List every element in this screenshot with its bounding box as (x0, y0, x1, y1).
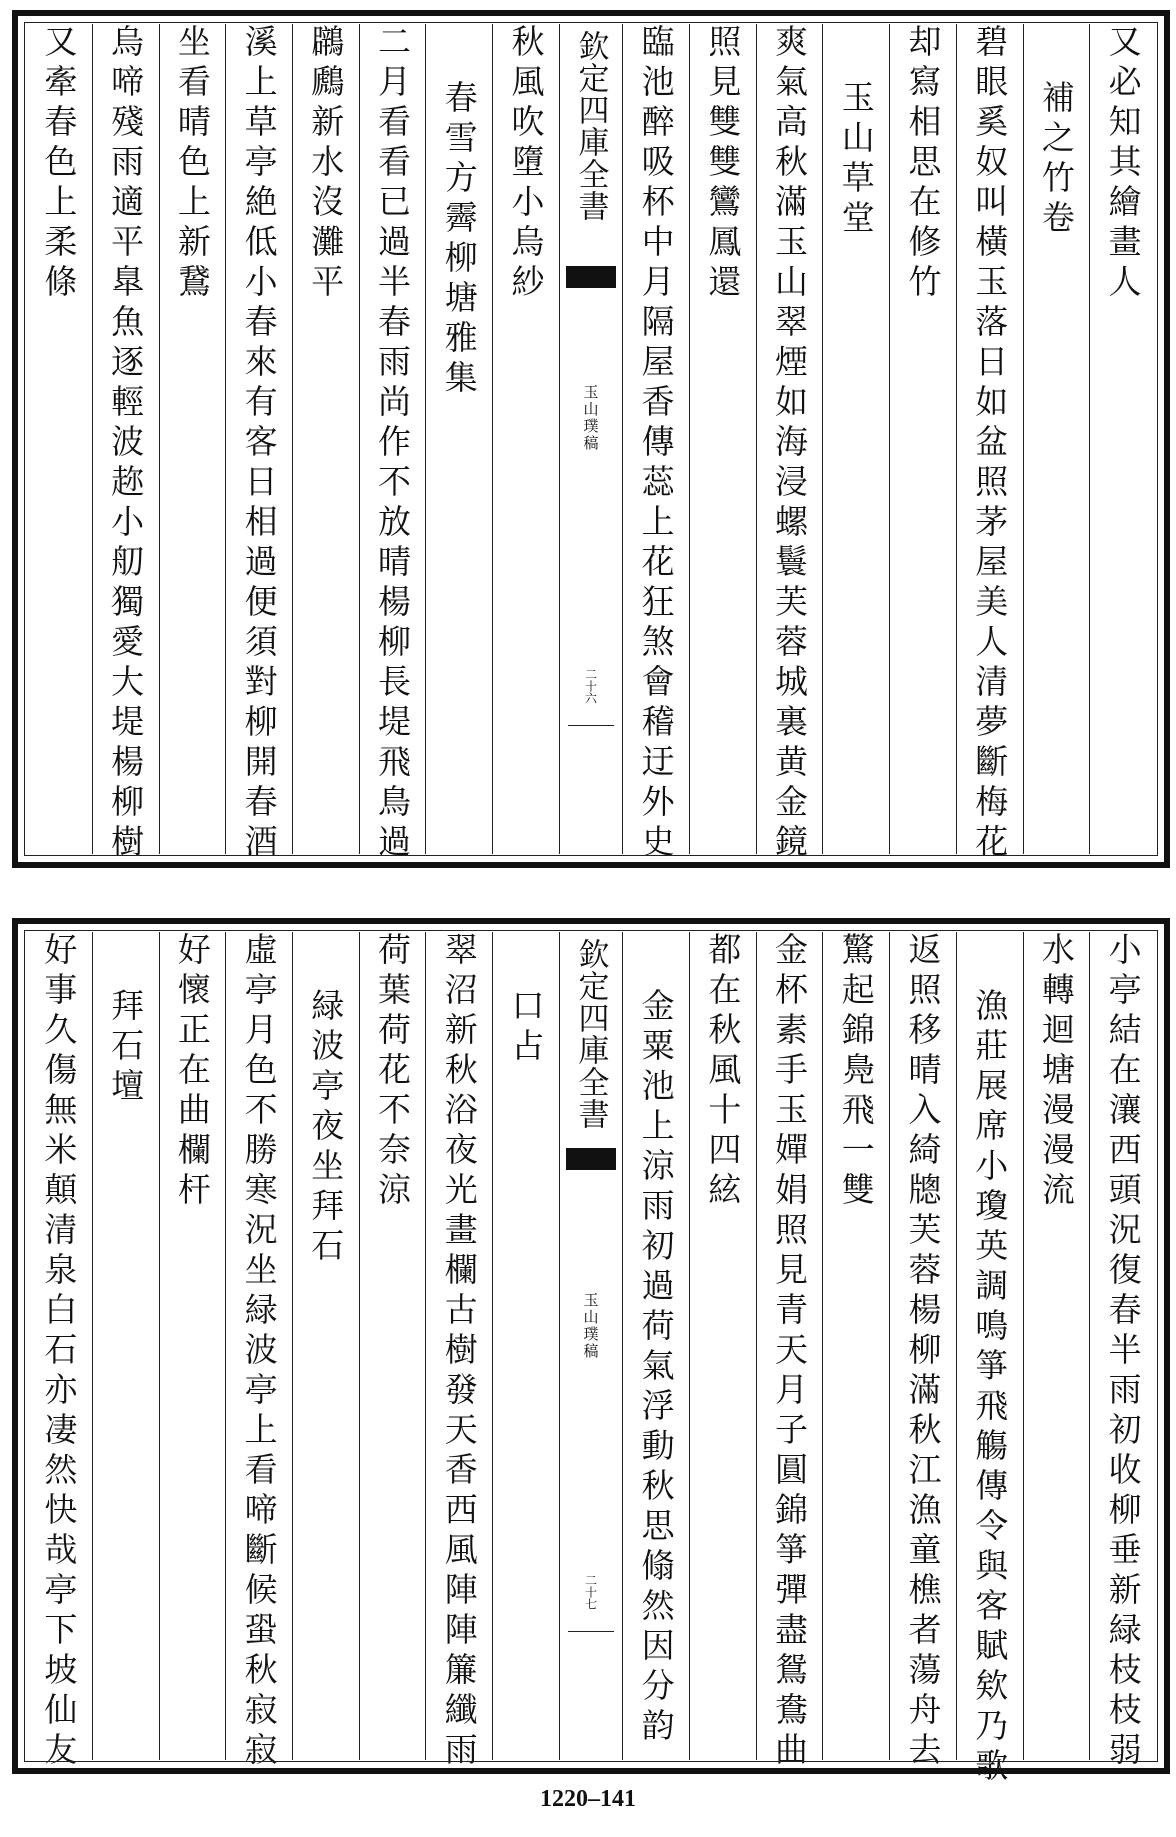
text-column (1023, 24, 1090, 854)
volume-title-text: 玉山璞稿 (581, 1292, 600, 1360)
volume-title (560, 384, 622, 452)
column-text: 返照移晴入綺牕芙蓉楊柳滿秋江漁童樵者蕩舟去 (903, 932, 943, 1772)
column-text: 荷葉荷花不奈涼 (373, 932, 413, 1212)
column-text: 漁莊展席小瓊英調鳴箏飛觴傳令與客賦欸乃歌 (970, 988, 1010, 1788)
column-text: 臨池醉吸杯中月隔屋香傳蕊上花狂煞會稽迂外史 (636, 24, 676, 864)
book-title (560, 938, 622, 1130)
leaf-number (560, 668, 622, 704)
column-text: 碧眼奚奴叫橫玉落日如盆照茅屋美人清夢斷梅花 (970, 24, 1010, 864)
text-column (956, 24, 1023, 864)
text-column (622, 932, 689, 1760)
text-column (425, 24, 492, 854)
column-text: 金杯素手玉嬋娟照見青天月子圓錦箏彈盡鴛鴦曲 (770, 932, 810, 1772)
text-column (1089, 932, 1156, 1772)
text-column (1089, 24, 1156, 854)
column-text: 照見雙雙鸞鳳還 (703, 24, 743, 304)
column-text: 驚起錦鳧飛一雙 (836, 932, 876, 1212)
fish-tail-mark (566, 266, 616, 288)
book-title-text: 欽定四庫全書 (572, 938, 609, 1130)
column-text: 玉山草堂 (836, 80, 876, 240)
column-text: 緑波亭夜坐拜石 (306, 988, 346, 1268)
text-column (1023, 932, 1090, 1760)
book-title (560, 30, 622, 222)
center-fold-column (559, 24, 622, 854)
text-column (689, 24, 756, 854)
text-column (822, 932, 889, 1760)
column-text: 補之竹卷 (1036, 80, 1076, 240)
top-page-columns (26, 24, 1156, 864)
text-column (159, 24, 226, 854)
column-text: 翠沼新秋浴夜光畫欄古樹發天香西風陣陣簾纖雨 (439, 932, 479, 1772)
center-fold-column (559, 932, 622, 1760)
fish-tail-mark (566, 1148, 616, 1170)
text-column (822, 24, 889, 854)
text-column (756, 932, 823, 1772)
text-column (225, 932, 292, 1772)
text-column (92, 24, 159, 864)
column-text: 水轉迴塘漫漫流 (1036, 932, 1076, 1212)
book-title-text: 欽定四庫全書 (572, 30, 609, 222)
column-text: 又牽春色上柔條 (39, 24, 79, 304)
column-text: 坐看晴色上新鵞 (172, 24, 212, 304)
column-text: 春雪方霽柳塘雅集 (439, 80, 479, 400)
text-column (889, 24, 956, 854)
text-column (225, 24, 292, 864)
column-text: 小亭結在瀼西頭況復春半雨初收柳垂新緑枝枝弱 (1103, 932, 1143, 1772)
text-column (425, 932, 492, 1772)
column-text: 爽氣高秋滿玉山翠煙如海浸螺鬟芙蓉城裏黄金鏡 (770, 24, 810, 864)
column-text: 好懷正在曲欄杆 (172, 932, 212, 1212)
column-text: 烏啼殘雨適平臯魚逐輕波趂小舠獨愛大堤楊柳樹 (106, 24, 146, 864)
bottom-page-columns (26, 932, 1156, 1788)
column-text: 都在秋風十四絃 (703, 932, 743, 1212)
fold-rule (568, 725, 614, 726)
text-column (492, 932, 559, 1760)
column-text: 金粟池上涼雨初過荷氣浮動秋思翛然因分韵 (636, 988, 676, 1748)
column-text: 拜石壇 (106, 988, 146, 1108)
text-column (359, 24, 426, 864)
column-text: 鸊鷉新水沒灘平 (306, 24, 346, 304)
column-text: 好事久傷無米顛清泉白石亦凄然快哉亭下坡仙友 (39, 932, 79, 1772)
page-reference-number: 1220–141 (540, 1786, 636, 1812)
text-column (622, 24, 689, 864)
leaf-number-text: 二十七 (583, 1574, 598, 1610)
leaf-number-text: 二十六 (583, 668, 598, 704)
text-column (756, 24, 823, 864)
text-column (689, 932, 756, 1760)
volume-title (560, 1292, 622, 1360)
volume-title-text: 玉山璞稿 (581, 384, 600, 452)
text-column (292, 932, 359, 1760)
text-column (492, 24, 559, 854)
leaf-number (560, 1574, 622, 1610)
text-column (292, 24, 359, 854)
text-column (359, 932, 426, 1760)
column-text: 却寫相思在修竹 (903, 24, 943, 304)
text-column (26, 24, 92, 854)
column-text: 口占 (506, 988, 546, 1068)
text-column (159, 932, 226, 1760)
column-text: 又必知其繪畫人 (1103, 24, 1143, 304)
text-column (889, 932, 956, 1772)
column-text: 二月看看已過半春雨尚作不放晴楊柳長堤飛鳥過 (373, 24, 413, 864)
column-text: 虛亭月色不勝寒況坐緑波亭上看啼斷候蛩秋寂寂 (239, 932, 279, 1772)
text-column (92, 932, 159, 1760)
column-text: 秋風吹墮小烏紗 (506, 24, 546, 304)
bottom-page (12, 918, 1170, 1788)
column-text: 溪上草亭絶低小春來有客日相過便須對柳開春酒 (239, 24, 279, 864)
top-page (12, 10, 1170, 868)
text-column (956, 932, 1023, 1788)
text-column (26, 932, 92, 1772)
fold-rule (568, 1631, 614, 1632)
